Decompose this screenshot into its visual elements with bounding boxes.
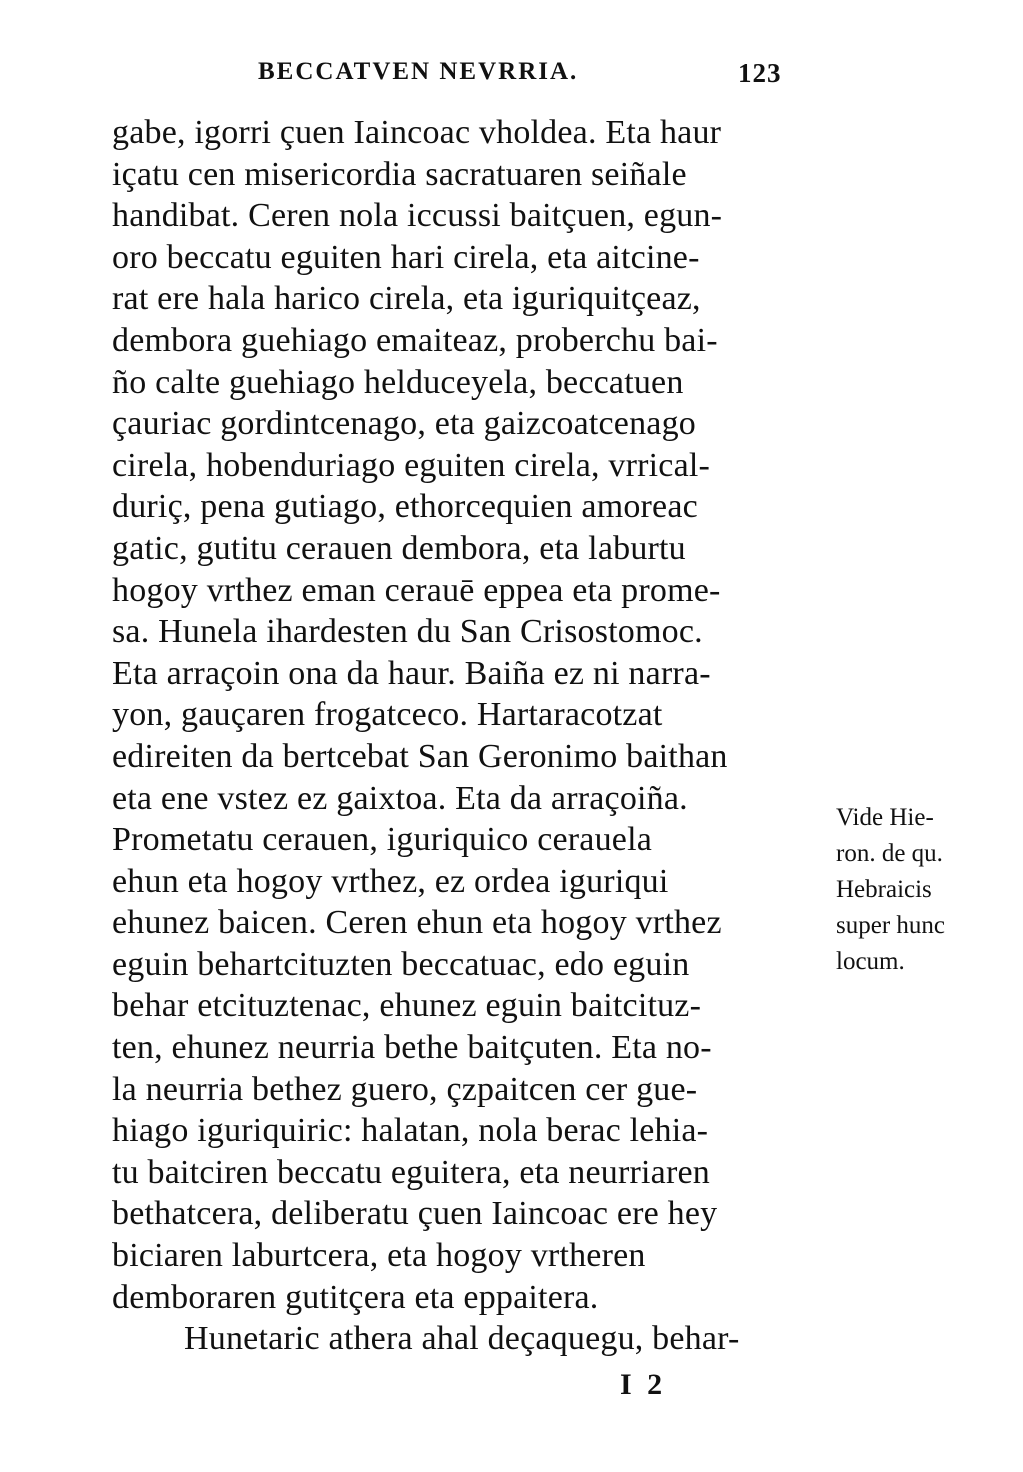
margin-note-line: ron. de qu. <box>836 840 943 867</box>
text-line: sa. Hunela ihardesten du San Crisostomoc. <box>112 613 703 651</box>
text-line-paragraph-start: Hunetaric athera ahal deçaquegu, behar- <box>184 1320 740 1358</box>
text-line: çauriac gordintcenago, eta gaizcoatcenago <box>112 405 696 443</box>
text-line: handibat. Ceren nola iccussi baitçuen, egun- <box>112 197 723 235</box>
margin-note-line: Hebraicis <box>836 876 932 903</box>
text-line: dembora guehiago emaiteaz, proberchu bai- <box>112 321 718 359</box>
text-line: tu baitciren beccatu eguitera, eta neurriaren <box>112 1153 710 1191</box>
page-number: 123 <box>738 58 782 88</box>
text-line: ehunez baicen. Ceren ehun eta hogoy vrthez <box>112 904 722 942</box>
text-line: Eta arraçoin ona da haur. Baiña ez ni narra- <box>112 654 711 692</box>
text-line: gatic, gutitu cerauen dembora, eta laburtu <box>112 529 686 567</box>
margin-note-line: super hunc <box>836 912 945 939</box>
text-line: cirela, hobenduriago eguiten cirela, vrrical- <box>112 446 711 484</box>
text-line: ehun eta hogoy vrthez, ez ordea iguriqui <box>112 862 669 900</box>
body-text <box>112 112 832 1360</box>
text-line: içatu cen misericordia sacratuaren seiñale <box>112 155 687 193</box>
text-line: gabe, igorri çuen Iaincoac vholdea. Eta haur <box>112 114 722 151</box>
text-line: ño calte guehiago helduceyela, beccatuen <box>112 363 684 401</box>
text-line: ten, ehunez neurria bethe baitçuten. Eta no- <box>112 1029 712 1067</box>
text-line: biciaren laburtcera, eta hogoy vrtheren <box>112 1237 646 1275</box>
margin-note-line: locum. <box>836 948 905 975</box>
text-line: la neurria bethez guero, çzpaitcen cer gue- <box>112 1070 698 1108</box>
text-line: hogoy vrthez eman cerauē eppea eta prome- <box>112 571 721 609</box>
text-line: behar etcituztenac, ehunez eguin baitcituz- <box>112 987 702 1025</box>
text-line: Prometatu cerauen, iguriquico cerauela <box>112 821 653 859</box>
text-line: rat ere hala harico cirela, eta iguriquitçeaz, <box>112 280 701 318</box>
margin-note <box>836 800 1006 980</box>
text-line: hiago iguriquiric: halatan, nola berac lehia- <box>112 1112 709 1150</box>
margin-note-line: Vide Hie- <box>836 804 934 831</box>
text-line: demboraren gutitçera eta eppaitera. <box>112 1278 599 1316</box>
text-line: edireiten da bertcebat San Geronimo baithan <box>112 737 728 775</box>
text-line: oro beccatu eguiten hari cirela, eta aitcine- <box>112 238 700 276</box>
text-line: eta ene vstez ez gaixtoa. Eta da arraçoiña. <box>112 779 688 817</box>
running-title: BECCATVEN NEVRRIA. <box>258 58 579 85</box>
signature-mark: I 2 <box>620 1368 667 1401</box>
text-line: duriç, pena gutiago, ethorcequien amoreac <box>112 488 698 526</box>
text-line: eguin behartcituzten beccatuac, edo eguin <box>112 945 690 983</box>
page-header <box>258 58 818 98</box>
text-line: bethatcera, deliberatu çuen Iaincoac ere hey <box>112 1195 718 1233</box>
text-line: yon, gauçaren frogatceco. Hartaracotzat <box>112 696 663 734</box>
